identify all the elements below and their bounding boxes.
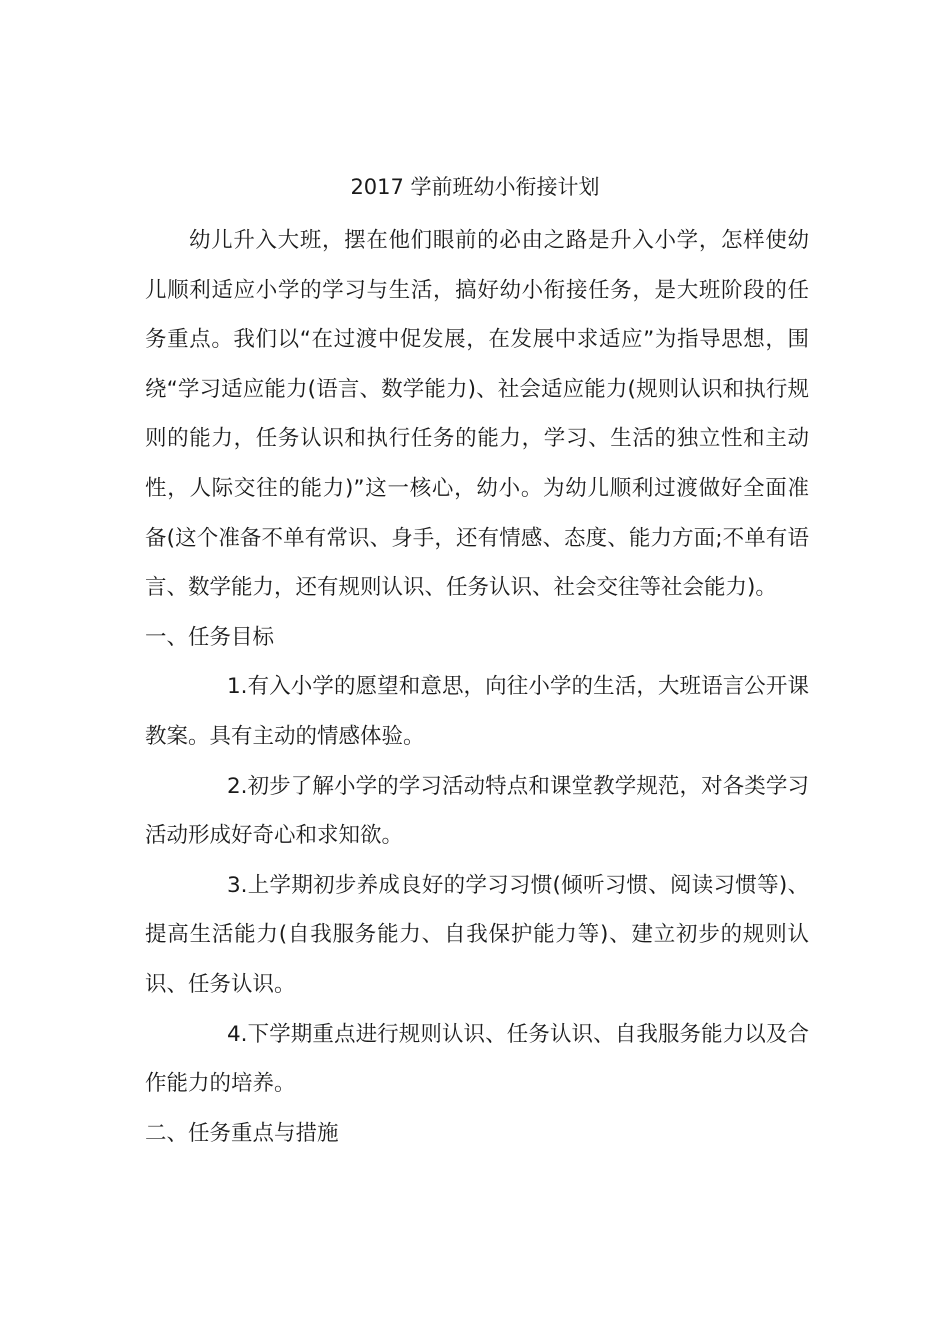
goal-item-4: 4.下学期重点进行规则认识、任务认识、自我服务能力以及合作能力的培养。 (145, 1021, 809, 1097)
section-heading-measures: 二、任务重点与措施 (145, 1120, 339, 1146)
goal-item-1: 1.有入小学的愿望和意思，向往小学的生活，大班语言公开课教案。具有主动的情感体验。 (145, 674, 809, 749)
document-title: 2017 学前班幼小衔接计划 (350, 175, 600, 199)
document-body (145, 216, 809, 1158)
intro-paragraph: 幼儿升入大班，摆在他们眼前的必由之路是升入小学，怎样使幼儿顺利适应小学的学习与生活，搞好幼小衔接任务，是大班阶段的任务重点。我们以“在过渡中促发展，在发展中求适应”为指导思想，围绕“学习适应能力(语言、数学能力)、社会适应能力(规则认识和执行规则的能力，任务认识和执行任务的能力，学习、生活的独立性和主动性，人际交往的能力)”这一核心，幼小。为幼儿顺利过渡做好全面准备(这个准备不单有常识、身手，还有情感、态度、能力方面;不单有语言、数学能力，还有规则认识、任务认识、社会交往等社会能力)。 (145, 228, 809, 601)
goal-item-2: 2.初步了解小学的学习活动特点和课堂教学规范，对各类学习活动形成好奇心和求知欲。 (145, 773, 809, 849)
section-heading-goals: 一、任务目标 (145, 624, 275, 650)
goal-item-3: 3.上学期初步养成良好的学习习惯(倾听习惯、阅读习惯等)、提高生活能力(自我服务能力、自我保护能力等)、建立初步的规则认识、任务认识。 (145, 872, 809, 997)
